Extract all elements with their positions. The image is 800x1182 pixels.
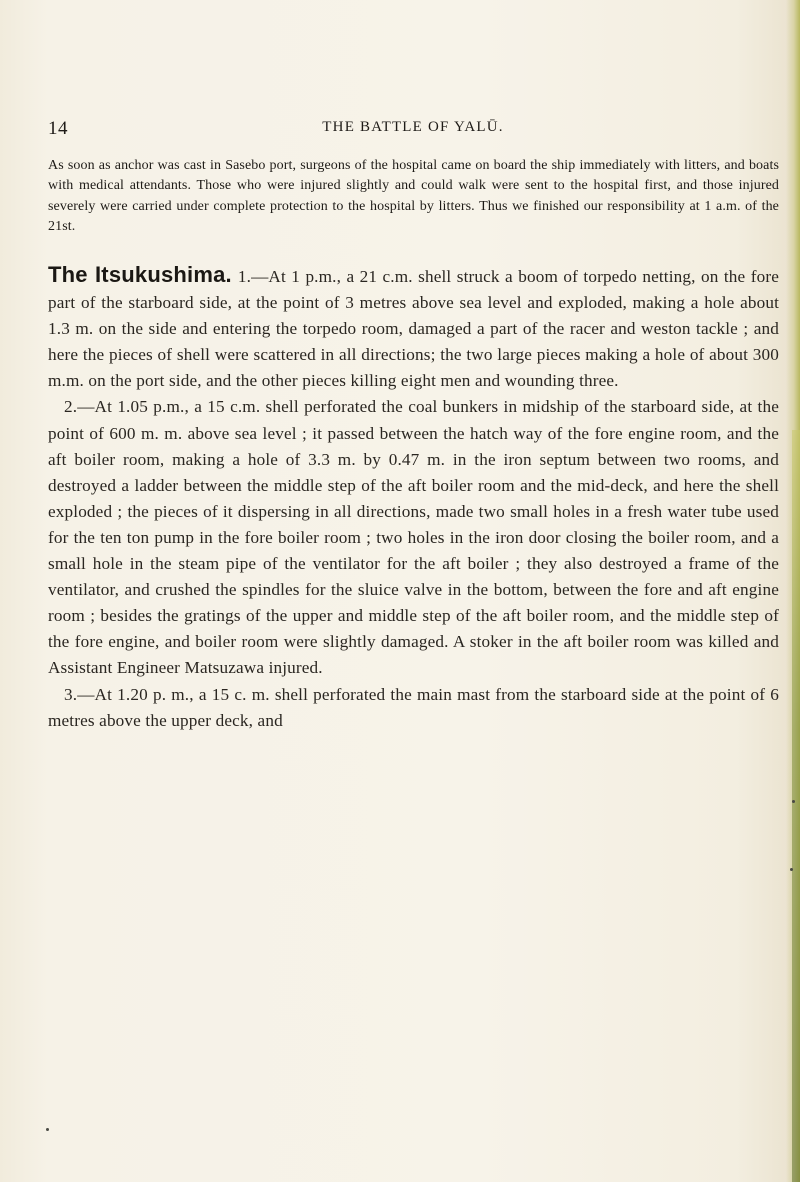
page-number: 14 <box>48 118 68 139</box>
paragraph-3: 3.—At 1.20 p. m., a 15 c. m. shell perforated the main mast from the starboard side at the point of 6 metres above the upper deck, and <box>48 684 779 730</box>
running-head <box>48 118 778 140</box>
ink-speck <box>46 1128 49 1131</box>
ink-speck <box>792 800 795 803</box>
running-title: THE BATTLE OF YALŪ. <box>322 119 504 135</box>
section-heading: The Itsukushima. <box>48 262 232 287</box>
ink-speck <box>790 868 793 871</box>
itsukushima-section <box>48 262 779 734</box>
paragraph-2: 2.—At 1.05 p.m., a 15 c.m. shell perforated the coal bunkers in midship of the starboard side, at the point of 600 m. m. above sea level ; it passed between the hatch way of the fore engine room, and the aft boiler room, making a hole of 3.3 m. by 0.47 m. in the iron septum between two rooms, and destroyed a ladder between the middle step of the aft boiler room and the mid-deck, and here the shell exploded ; the pieces of it dispersing in all directions, made two small holes in a fresh water tube used for the ten ton pump in the fore boiler room ; two holes in the iron door closing the boiler room, and a small hole in the steam pipe of the ventilator for the aft boiler ; they also destroyed a frame of the ventilator, and crushed the spindles for the sluice valve in the bottom, between the fore and aft engine room ; besides the gratings of the upper and middle step of the aft boiler room, and the middle step of the fore engine, and boiler room were slightly damaged. A stoker in the aft boiler room was killed and Assistant Engineer Matsuzawa injured. <box>48 397 779 678</box>
paragraph-1-text: 1.—At 1 p.m., a 21 c.m. shell struck a boom of torpedo netting, on the fore part of the starboard side, at the point of 3 metres above sea level and exploded, making a hole about 1.3 m. on the side and entering the torpedo room, damaged a part of the racer and weston tackle ; and here the pieces of shell were scattered in all directions; the two large pieces making a hole of about 300 m.m. on the port side, and the other pieces killing eight men and wounding three. <box>48 267 780 391</box>
intro-paragraph: As soon as anchor was cast in Sasebo port, surgeons of the hospital came on board the ship immediately with litters, and boats with medical attendants. Those who were injured slightly and could walk were sent to the hospital first, and those injured severely were carried under complete protection to the hospital by litters. Thus we finished our responsibility at 1 a.m. of the 21st. <box>48 158 779 235</box>
paragraph-1 <box>48 262 779 394</box>
page-edge-binding-shadow <box>792 430 800 1182</box>
